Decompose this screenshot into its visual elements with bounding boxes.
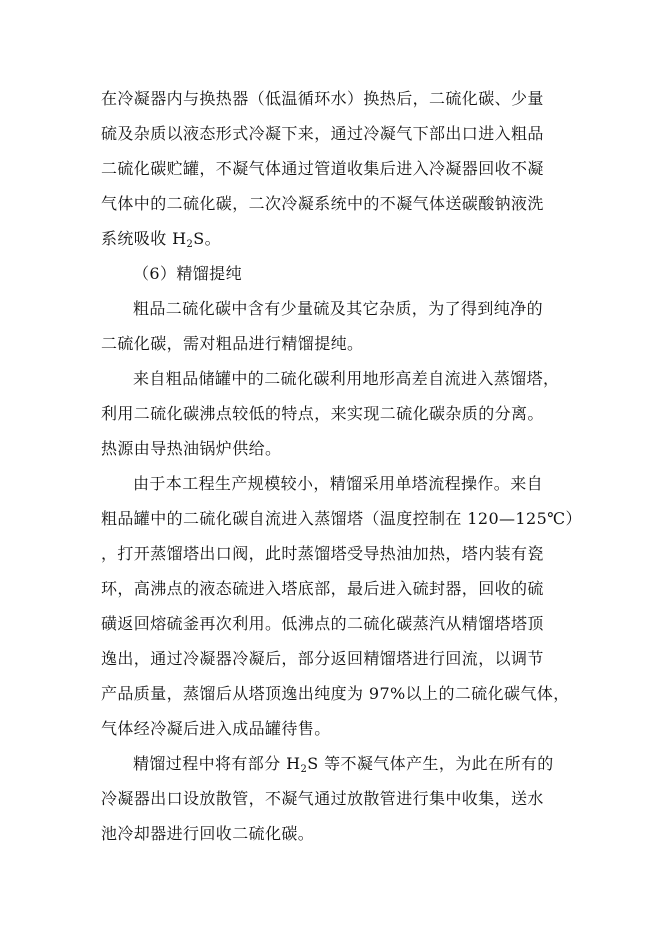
formula-prefix: 精馏过程中将有部分 H: [133, 754, 301, 773]
paragraph-4-line-6: 逸出，通过冷凝器冷凝后，部分返回精馏塔进行回流，以调节: [101, 649, 544, 668]
formula-subscript: 2: [186, 239, 194, 250]
formula-suffix: S 等不凝气体产生，为此在所有的: [307, 754, 554, 773]
section-heading: （6）精馏提纯: [133, 264, 242, 283]
formula-suffix: S。: [193, 229, 221, 248]
paragraph-3-line-1: 来自粗品储罐中的二硫化碳利用地形高差自流进入蒸馏塔，: [133, 369, 560, 388]
paragraph-3-line-3: 热源由导热油锅炉供给。: [101, 439, 282, 458]
paragraph-4-line-2: 粗品罐中的二硫化碳自流进入蒸馏塔（温度控制在 120—125℃）: [101, 509, 582, 528]
formula-prefix: 系统吸收 H: [101, 229, 187, 248]
paragraph-4-line-3: ，打开蒸馏塔出口阀，此时蒸馏塔受导热油加热，塔内装有瓷: [101, 544, 544, 563]
paragraph-2-line-2: 二硫化碳，需对粗品进行精馏提纯。: [101, 334, 364, 353]
paragraph-2-line-1: 粗品二硫化碳中含有少量硫及其它杂质，为了得到纯净的: [133, 299, 544, 318]
paragraph-4-line-4: 环，高沸点的液态硫进入塔底部，最后进入硫封器，回收的硫: [101, 579, 544, 598]
paragraph-1-line-3: 二硫化碳贮罐，不凝气体通过管道收集后进入冷凝器回收不凝: [101, 159, 544, 178]
formula-subscript: 2: [300, 764, 308, 775]
paragraph-5-line-2: 冷凝器出口设放散管，不凝气通过放散管进行集中收集，送水: [101, 789, 544, 808]
paragraph-1-line-1: 在冷凝器内与换热器（低温循环水）换热后，二硫化碳、少量: [101, 89, 544, 108]
paragraph-3-line-2: 利用二硫化碳沸点较低的特点，来实现二硫化碳杂质的分离。: [101, 404, 544, 423]
paragraph-4-line-7: 产品质量，蒸馏后从塔顶逸出纯度为 97%以上的二硫化碳气体，: [101, 684, 570, 703]
paragraph-5-line-3: 池冷却器进行回收二硫化碳。: [101, 824, 315, 843]
paragraph-4-line-8: 气体经冷凝后进入成品罐待售。: [101, 719, 331, 738]
paragraph-4-line-1: 由于本工程生产规模较小，精馏采用单塔流程操作。来自: [133, 474, 544, 493]
paragraph-4-line-5: 磺返回熔硫釜再次利用。低沸点的二硫化碳蒸汽从精馏塔塔顶: [101, 614, 544, 633]
paragraph-1-line-4: 气体中的二硫化碳，二次冷凝系统中的不凝气体送碳酸钠液洗: [101, 194, 544, 213]
paragraph-1-line-2: 硫及杂质以液态形式冷凝下来，通过冷凝气下部出口进入粗品: [101, 124, 544, 143]
paragraph-1-line-5: [101, 229, 221, 249]
paragraph-5-line-1: [133, 754, 554, 774]
